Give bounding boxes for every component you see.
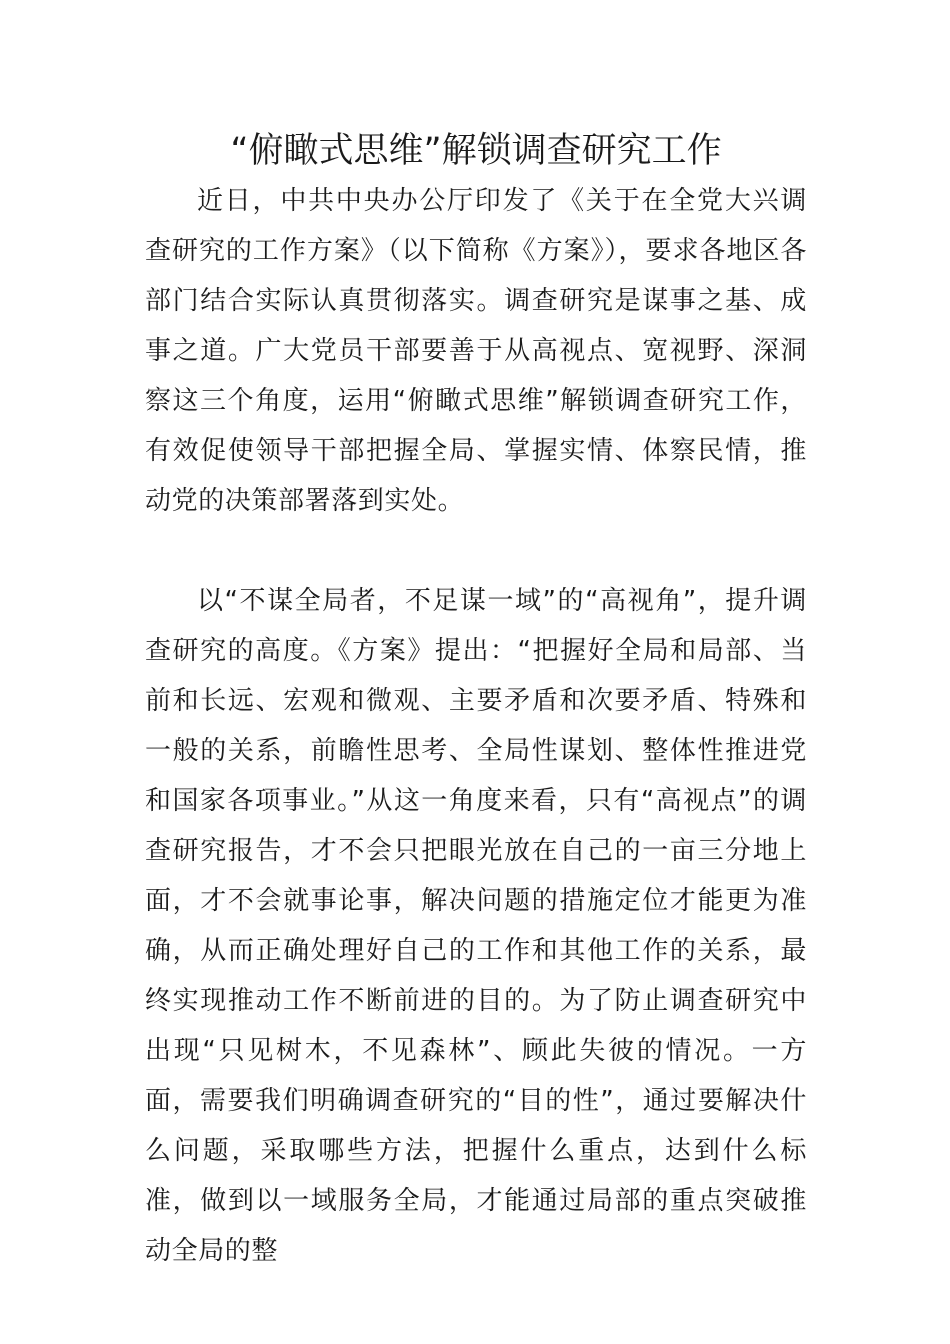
document-page [145,126,807,1276]
paragraph-spacer [145,526,807,576]
paragraph-high-perspective: 以“不谋全局者，不足谋一域”的“高视角”，提升调查研究的高度。《方案》提出：“把握好全局和局部、当前和长远、宏观和微观、主要矛盾和次要矛盾、特殊和一般的关系，前瞻性思考、全局性谋划、整体性推进党和国家各项事业。”从这一角度来看，只有“高视点”的调查研究报告，才不会只把眼光放在自己的一亩三分地上面，才不会就事论事，解决问题的措施定位才能更为准确，从而正确处理好自己的工作和其他工作的关系，最终实现推动工作不断前进的目的。为了防止调查研究中出现“只见树木，不见森林”、顾此失彼的情况。一方面，需要我们明确调查研究的“目的性”，通过要解决什么问题，采取哪些方法，把握什么重点，达到什么标准，做到以一域服务全局，才能通过局部的重点突破推动全局的整 [145,586,807,1266]
document-title: “俯瞰式思维”解锁调查研究工作 [230,131,722,171]
paragraph-intro: 近日，中共中央办公厅印发了《关于在全党大兴调查研究的工作方案》（以下简称《方案》），要求各地区各部门结合实际认真贯彻落实。调查研究是谋事之基、成事之道。广大党员干部要善于从高视点、宽视野、深洞察这三个角度，运用“俯瞰式思维”解锁调查研究工作，有效促使领导干部把握全局、掌握实情、体察民情，推动党的决策部署落到实处。 [145,186,807,516]
